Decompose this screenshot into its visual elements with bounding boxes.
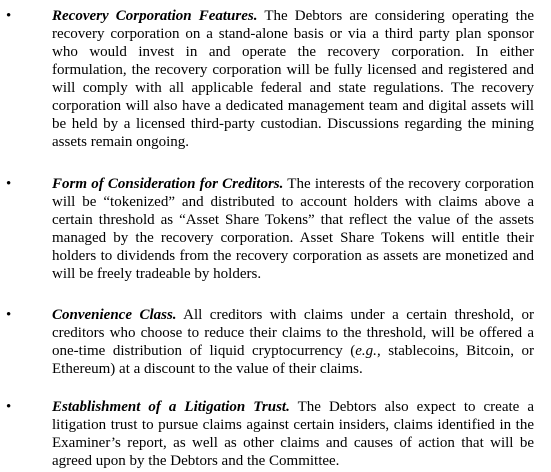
item-body-text: , stablecoins, Bitcoin, or Ethereum) at a discount to the value of their claims. xyxy=(52,343,534,377)
bullet-marker: • xyxy=(6,399,12,415)
paragraph xyxy=(52,306,534,378)
item-body-text: All creditors with claims under a certain threshold, or creditors who choose to reduce their claims to the threshold, will be offered a one-time distribution of liquid cryptocurrency ( xyxy=(52,307,534,359)
item-body-italic: e.g. xyxy=(355,343,377,359)
bullet-marker: • xyxy=(6,176,12,192)
item-heading: Recovery Corporation Features. xyxy=(52,8,258,24)
item-body-text: The Debtors also expect to create a litigation trust to pursue claims against certain insiders, claims identified in the Examiner’s report, as well as other claims and causes of action that will be agreed upon by the Debtors and the Committee. xyxy=(52,399,534,469)
bullet-marker: • xyxy=(6,8,12,24)
item-heading: Establishment of a Litigation Trust. xyxy=(52,399,290,415)
item-heading: Form of Consideration for Creditors. xyxy=(52,176,284,192)
paragraph xyxy=(52,398,534,470)
bullet-marker: • xyxy=(6,307,12,323)
item-body-text: The interests of the recovery corporation will be “tokenized” and distributed to account holders with claims above a certain threshold as “Asset Share Tokens” that reflect the value of the assets managed by the recovery corporation. Asset Share Tokens will entitle their holders to dividends from the recovery corporation as assets are monetized and will be freely tradeable by holders. xyxy=(52,176,534,282)
paragraph xyxy=(52,7,534,151)
item-heading: Convenience Class. xyxy=(52,307,177,323)
item-body-text: The Debtors are considering operating the recovery corporation on a stand-alone basis or via a third party plan sponsor who would invest in and operate the recovery corporation. In either formulation, the recovery corporation will be fully licensed and registered and will comply with all applicable federal and state regulations. The recovery corporation will also have a dedicated management team and digital assets will be held by a licensed third-party custodian. Discussions regarding the mining assets remain ongoing. xyxy=(52,8,534,150)
paragraph xyxy=(52,175,534,283)
